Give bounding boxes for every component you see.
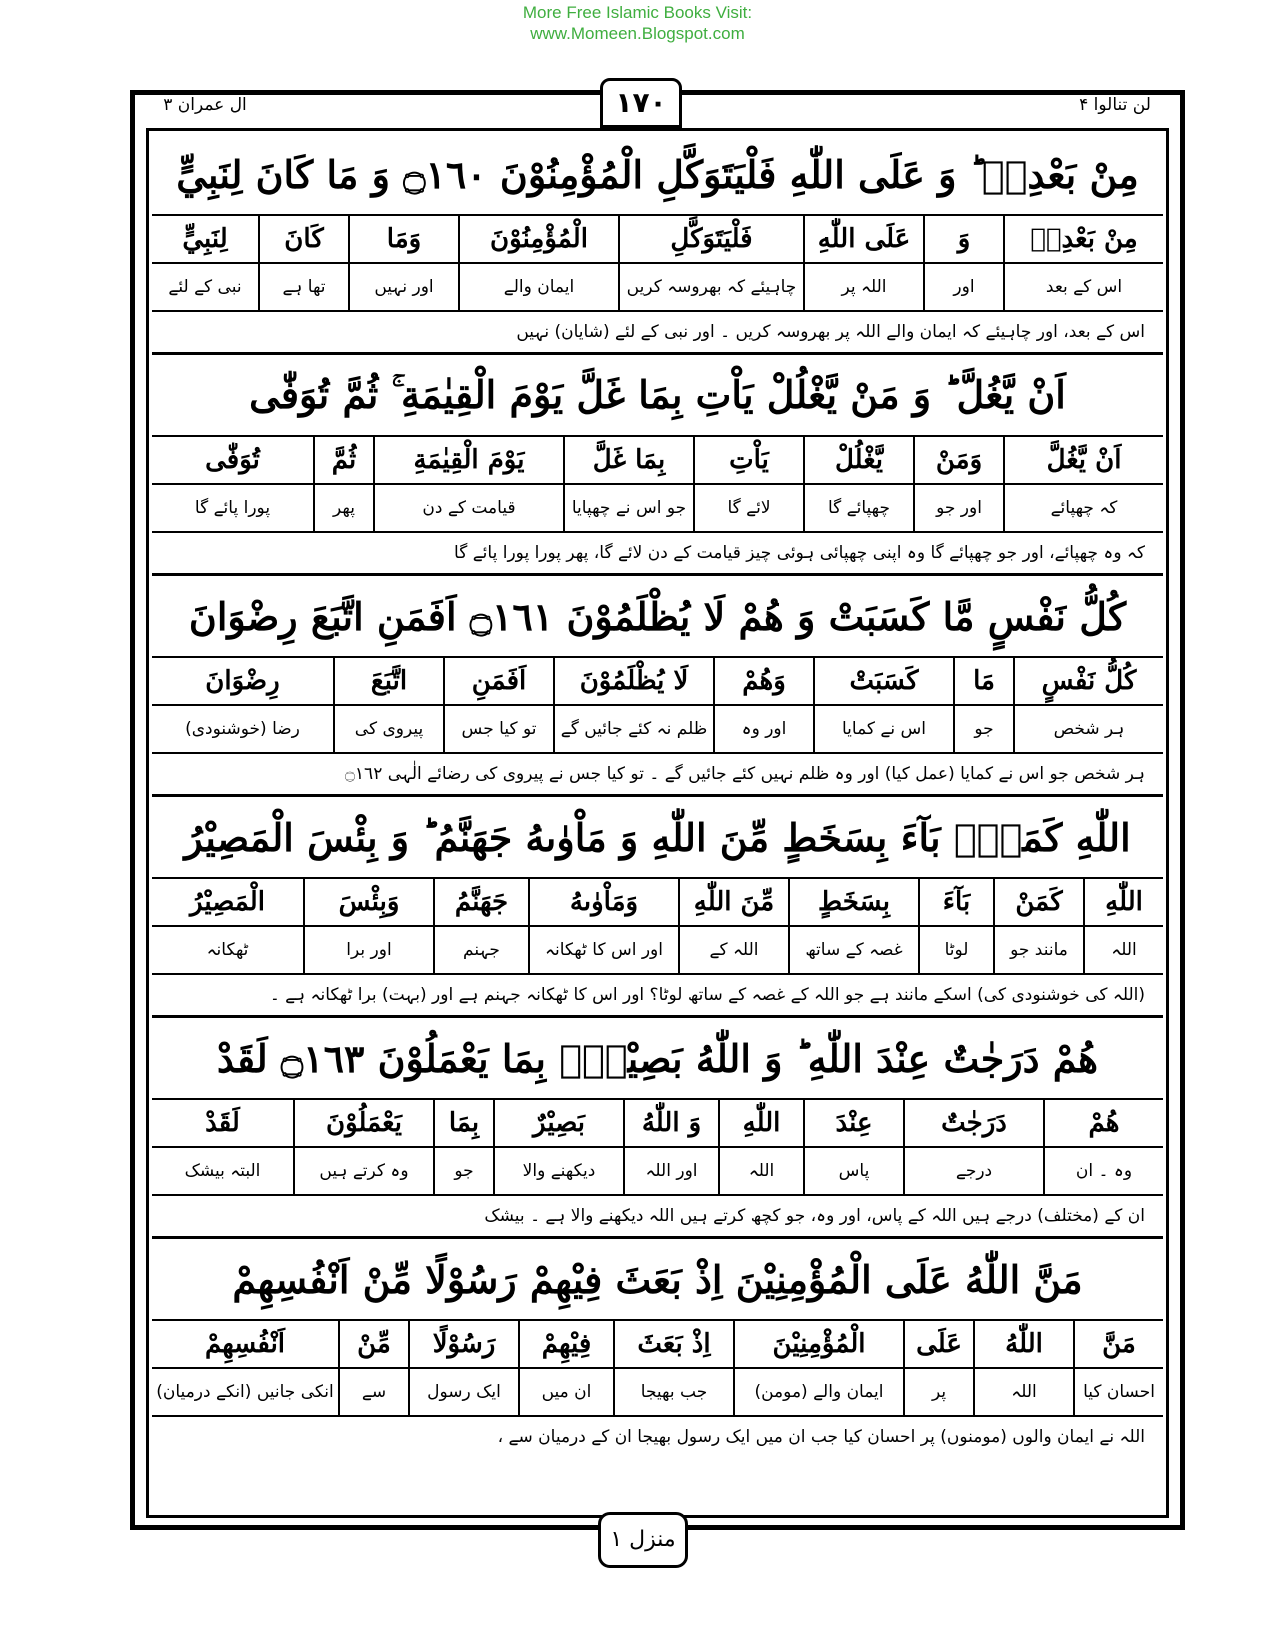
arabic-word: يَوْمَ الْقِيٰمَةِ	[373, 437, 563, 483]
urdu-meaning: وہ کرتے ہیں	[293, 1148, 433, 1194]
watermark	[0, 2, 1275, 44]
arabic-word: فِيْهِمْ	[518, 1321, 613, 1367]
urdu-meaning: پاس	[803, 1148, 903, 1194]
urdu-meaning: اور اس کا ٹھکانہ	[528, 927, 678, 973]
urdu-meaning: دیکھنے والا	[493, 1148, 623, 1194]
urdu-meaning: اور اللہ	[623, 1148, 718, 1194]
urdu-translation-line: اللہ نے ایمان والوں (مومنوں) پر احسان کیا جب ان میں ایک رسول بھیجا ان کے درمیان سے ،	[497, 1427, 1145, 1447]
urdu-translation-line: اس کے بعد، اور چاہیئے کہ ایمان والے اللہ پر بھروسہ کریں ۔ اور نبی کے لئے (شایان) نہیں	[516, 322, 1145, 342]
arabic-word: الْمُؤْمِنِيْنَ	[733, 1321, 903, 1367]
arabic-word: مِنْ بَعْدِهٖ	[1003, 216, 1163, 262]
urdu-meaning: درجے	[903, 1148, 1043, 1194]
urdu-meaning: اللہ	[1083, 927, 1163, 973]
urdu-meaning: اور برا	[303, 927, 433, 973]
urdu-meaning: پورا پائے گا	[194, 498, 271, 518]
arabic-word: رِضْوَانَ	[205, 666, 280, 696]
urdu-meaning: نبی کے لئے	[168, 277, 242, 297]
verse-block	[152, 1239, 1163, 1457]
arabic-word: اتَّبَعَ	[333, 658, 443, 704]
arabic-word: الْمُؤْمِنُوْنَ	[458, 216, 618, 262]
arabic-word: مِّنَ اللّٰهِ	[678, 879, 788, 925]
urdu-meaning: جو اس نے چھپایا	[563, 485, 693, 531]
arabic-word: وَمَنْ	[913, 437, 1003, 483]
para-name: لن تنالوا ۴	[1079, 95, 1151, 115]
urdu-meaning: ہر شخص	[1013, 706, 1163, 752]
watermark-line-1: More Free Islamic Books Visit:	[522, 3, 753, 22]
arabic-word: هُمْ	[1043, 1100, 1163, 1146]
arabic-word: كَانَ	[258, 216, 348, 262]
verse-block	[152, 134, 1163, 355]
arabic-verse-line: مِنْ بَعْدِهٖ ؕ وَ عَلَى اللّٰهِ فَلْيَتَوَكَّلِ الْمُؤْمِنُوْنَ ۝١٦٠ وَ مَا كَانَ لِنَبِيٍّ	[152, 134, 1163, 216]
arabic-word: جَهَنَّمُ	[433, 879, 528, 925]
verse-block	[152, 576, 1163, 797]
arabic-word: فَلْيَتَوَكَّلِ	[618, 216, 803, 262]
arabic-word: عَلَى	[903, 1321, 973, 1367]
urdu-meaning: اللہ پر	[803, 264, 923, 310]
arabic-word: اللّٰهِ	[718, 1100, 803, 1146]
urdu-meaning: اور	[923, 264, 1003, 310]
urdu-meaning: وہ ۔ ان	[1043, 1148, 1163, 1194]
urdu-meaning: انکی جانیں (انکے درمیان)	[156, 1382, 334, 1402]
urdu-meanings-row	[152, 485, 1163, 533]
urdu-meaning: ظلم نہ کئے جائیں گے	[553, 706, 713, 752]
urdu-meaning: اور نہیں	[348, 264, 458, 310]
urdu-meanings-row	[152, 264, 1163, 312]
urdu-meaning: اور وہ	[713, 706, 813, 752]
urdu-meaning: پر	[903, 1369, 973, 1415]
arabic-word: اَفَمَنِ	[443, 658, 553, 704]
urdu-meaning: ایمان والے (مومن)	[733, 1369, 903, 1415]
urdu-meaning: چھپائے گا	[803, 485, 913, 531]
arabic-word: وَبِئْسَ	[303, 879, 433, 925]
arabic-word: كَمَنْ	[993, 879, 1083, 925]
arabic-word: بِسَخَطٍ	[788, 879, 918, 925]
arabic-word: بِمَا غَلَّ	[563, 437, 693, 483]
arabic-word: الْمَصِيْرُ	[190, 887, 265, 917]
arabic-verse-line: هُمْ دَرَجٰتٌ عِنْدَ اللّٰهِ ؕ وَ اللّٰهُ بَصِيْرٌۢ بِمَا يَعْمَلُوْنَ ۝١٦٣ لَقَدْ	[152, 1018, 1163, 1100]
urdu-meaning: غصہ کے ساتھ	[788, 927, 918, 973]
urdu-meaning: احسان کیا	[1073, 1369, 1163, 1415]
urdu-translation-line: ہر شخص جو اس نے کمایا (عمل کیا) اور وہ ظلم نہیں کئے جائیں گے ۔ تو کیا جس نے پیروی کی رضائے الٰہی ۝١٦٢	[344, 764, 1145, 784]
verse-block	[152, 1018, 1163, 1239]
arabic-word: عَلَى اللّٰهِ	[803, 216, 923, 262]
arabic-word: وَ اللّٰهُ	[623, 1100, 718, 1146]
urdu-meaning: جو	[953, 706, 1013, 752]
arabic-word: وَمَاْوٰىهُ	[528, 879, 678, 925]
arabic-word: لَقَدْ	[205, 1108, 240, 1138]
urdu-meaning: اللہ	[718, 1148, 803, 1194]
arabic-word: يَّغْلُلْ	[803, 437, 913, 483]
arabic-word: مِّنْ	[338, 1321, 408, 1367]
urdu-meaning: جب بھیجا	[613, 1369, 733, 1415]
verse-block	[152, 355, 1163, 576]
arabic-word: رَسُوْلًا	[408, 1321, 518, 1367]
arabic-verse-line: مَنَّ اللّٰهُ عَلَى الْمُؤْمِنِيْنَ اِذْ بَعَثَ فِيْهِمْ رَسُوْلًا مِّنْ اَنْفُسِهِمْ	[152, 1239, 1163, 1321]
arabic-word: وَهُمْ	[713, 658, 813, 704]
urdu-meaning: تو کیا جس	[443, 706, 553, 752]
urdu-meanings-row	[152, 927, 1163, 975]
urdu-meaning: ان میں	[518, 1369, 613, 1415]
urdu-meaning: اس کے بعد	[1003, 264, 1163, 310]
urdu-translation-line: (اللہ کی خوشنودی کی) اسکے مانند ہے جو اللہ کے غصہ کے ساتھ لوٹا؟ اور اس کا ٹھکانہ جہنم ہے اور (بہت) برا ٹھکانہ ہے ۔	[269, 985, 1145, 1005]
urdu-meaning: مانند جو	[993, 927, 1083, 973]
page-content	[152, 134, 1163, 1457]
arabic-verse-line: اللّٰهِ كَمَنْۢ بَآءَ بِسَخَطٍ مِّنَ اللّٰهِ وَ مَاْوٰىهُ جَهَنَّمُ ؕ وَ بِئْسَ الْمَصِيْرُ	[152, 797, 1163, 879]
arabic-word: اَنْفُسِهِمْ	[204, 1329, 286, 1359]
arabic-word: كَسَبَتْ	[813, 658, 953, 704]
arabic-words-row	[152, 1321, 1163, 1369]
arabic-words-row	[152, 1100, 1163, 1148]
urdu-meaning: پھر	[313, 485, 373, 531]
arabic-word: بِمَا	[433, 1100, 493, 1146]
urdu-meaning: لوٹا	[918, 927, 993, 973]
urdu-meaning: رضا (خوشنودی)	[185, 719, 300, 739]
arabic-verse-line: كُلُّ نَفْسٍ مَّا كَسَبَتْ وَ هُمْ لَا يُظْلَمُوْنَ ۝١٦١ اَفَمَنِ اتَّبَعَ رِضْوَانَ	[152, 576, 1163, 658]
urdu-meaning: تھا ہے	[258, 264, 348, 310]
arabic-words-row	[152, 437, 1163, 485]
urdu-meaning: جہنم	[433, 927, 528, 973]
arabic-word: لِنَبِيٍّ	[182, 224, 228, 254]
arabic-word: اللّٰهِ	[1083, 879, 1163, 925]
urdu-meaning: ایمان والے	[458, 264, 618, 310]
arabic-verse-line: اَنْ يَّغُلَّ ؕ وَ مَنْ يَّغْلُلْ يَاْتِ بِمَا غَلَّ يَوْمَ الْقِيٰمَةِ ۚ ثُمَّ تُوَفّٰى	[152, 355, 1163, 437]
urdu-meaning: لائے گا	[693, 485, 803, 531]
arabic-word: بَآءَ	[918, 879, 993, 925]
urdu-meaning: اللہ	[973, 1369, 1073, 1415]
urdu-meaning: اس نے کمایا	[813, 706, 953, 752]
verse-block	[152, 797, 1163, 1018]
urdu-meanings-row	[152, 1148, 1163, 1196]
urdu-meaning: پیروی کی	[333, 706, 443, 752]
urdu-meaning: جو	[433, 1148, 493, 1194]
urdu-meaning: چاہیئے کہ بھروسہ کریں	[618, 264, 803, 310]
urdu-meaning: اللہ کے	[678, 927, 788, 973]
urdu-meaning: البتہ بیشک	[184, 1161, 261, 1181]
arabic-word: اللّٰهُ	[973, 1321, 1073, 1367]
manzil-marker: منزل ۱	[598, 1512, 688, 1568]
arabic-word: اَنْ يَّغُلَّ	[1003, 437, 1163, 483]
arabic-word: اِذْ بَعَثَ	[613, 1321, 733, 1367]
arabic-word: يَعْمَلُوْنَ	[293, 1100, 433, 1146]
arabic-word: بَصِيْرٌ	[493, 1100, 623, 1146]
urdu-meaning: سے	[338, 1369, 408, 1415]
urdu-meaning: قیامت کے دن	[373, 485, 563, 531]
urdu-translation-line: ان کے (مختلف) درجے ہیں اللہ کے پاس، اور وہ، جو کچھ کرتے ہیں اللہ دیکھنے والا ہے ۔ بیشک	[484, 1206, 1145, 1226]
arabic-word: وَمَا	[348, 216, 458, 262]
urdu-meaning: کہ چھپائے	[1003, 485, 1163, 531]
arabic-words-row	[152, 216, 1163, 264]
urdu-meaning: اور جو	[913, 485, 1003, 531]
page-number: ۱۷۰	[600, 78, 682, 128]
arabic-word: يَاْتِ	[693, 437, 803, 483]
arabic-word: مَا	[953, 658, 1013, 704]
urdu-meaning: ایک رسول	[408, 1369, 518, 1415]
arabic-word: وَ	[923, 216, 1003, 262]
arabic-word: مَنَّ	[1073, 1321, 1163, 1367]
arabic-word: لَا يُظْلَمُوْنَ	[553, 658, 713, 704]
arabic-words-row	[152, 658, 1163, 706]
watermark-line-2[interactable]: www.Momeen.Blogspot.com	[530, 24, 745, 43]
urdu-meanings-row	[152, 1369, 1163, 1417]
urdu-meaning: ٹھکانہ	[206, 940, 249, 960]
arabic-word: تُوَفّٰى	[205, 445, 260, 475]
surah-name: ال عمران ۳	[163, 95, 247, 115]
arabic-word: عِنْدَ	[803, 1100, 903, 1146]
urdu-meanings-row	[152, 706, 1163, 754]
urdu-translation-line: کہ وہ چھپائے، اور جو چھپائے گا وہ اپنی چھپائی ہوئی چیز قیامت کے دن لائے گا، پھر پورا پورا پائے گا	[454, 543, 1145, 563]
arabic-word: دَرَجٰتٌ	[903, 1100, 1043, 1146]
arabic-word: كُلُّ نَفْسٍ	[1013, 658, 1163, 704]
arabic-word: ثُمَّ	[313, 437, 373, 483]
arabic-words-row	[152, 879, 1163, 927]
